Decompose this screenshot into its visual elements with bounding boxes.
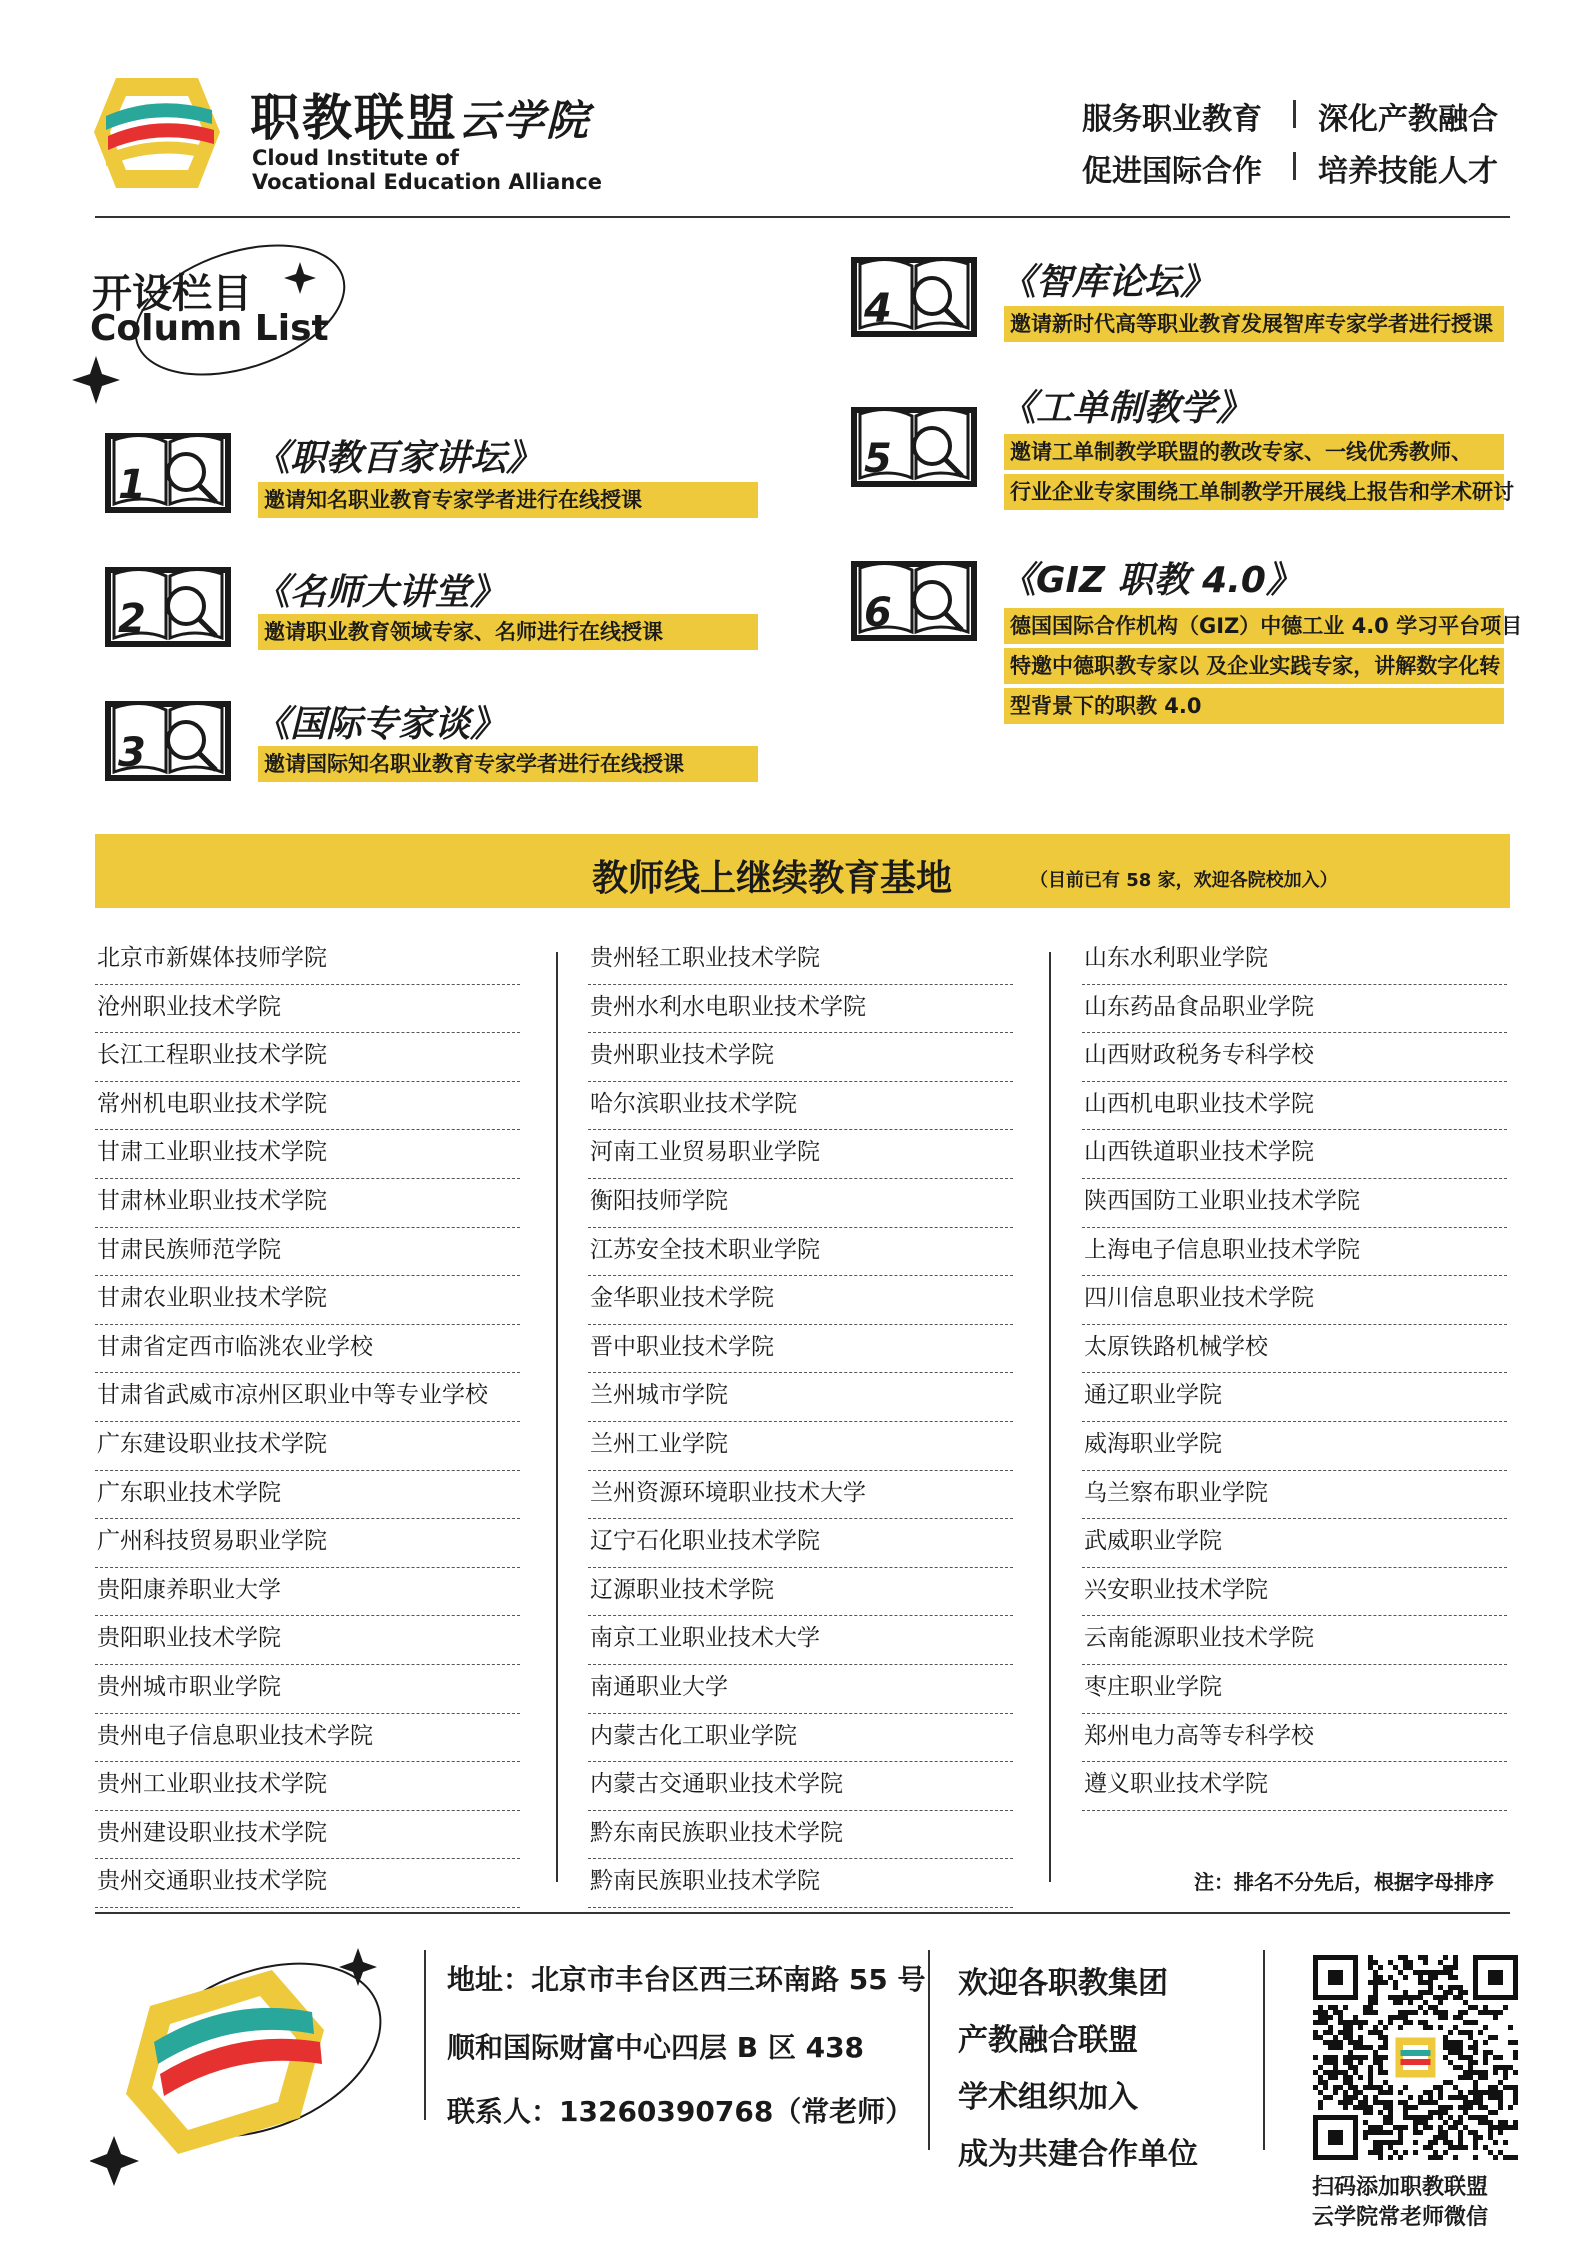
column-desc: 行业企业专家围绕工单制教学开展线上报告和学术研讨 — [1004, 474, 1504, 510]
book-magnifier-icon — [850, 400, 978, 494]
column-name: 《国际专家谈》 — [254, 704, 507, 745]
school-item: 金华职业技术学院 — [588, 1276, 1013, 1325]
school-item: 贵州轻工职业技术学院 — [588, 936, 1013, 985]
school-item: 黔东南民族职业技术学院 — [588, 1811, 1013, 1860]
footer-divider — [95, 1912, 1510, 1914]
school-item: 贵州水利水电职业技术学院 — [588, 985, 1013, 1034]
school-item: 内蒙古交通职业技术学院 — [588, 1762, 1013, 1811]
column-name: 《工单制教学》 — [1000, 388, 1253, 429]
book-magnifier-icon — [104, 426, 232, 520]
column-name: 《智库论坛》 — [1000, 262, 1217, 303]
column-item — [850, 550, 1550, 718]
school-item: 晋中职业技术学院 — [588, 1325, 1013, 1374]
brand-name-cn: 职教联盟云学院 — [250, 89, 591, 147]
school-item: 甘肃民族师范学院 — [95, 1228, 520, 1277]
column-item — [104, 690, 804, 800]
divider — [1293, 100, 1296, 128]
welcome-line: 成为共建合作单位 — [958, 2137, 1198, 2172]
sort-note: 注：排名不分先后，根据字母排序 — [1194, 1870, 1494, 1894]
welcome-line: 欢迎各职教集团 — [958, 1966, 1168, 2001]
school-item: 遵义职业技术学院 — [1082, 1762, 1507, 1811]
school-item: 常州机电职业技术学院 — [95, 1082, 520, 1131]
divider — [424, 1950, 426, 2120]
column-number: 3 — [118, 730, 146, 776]
column-desc: 特邀中德职教专家以 及企业实践专家，讲解数字化转 — [1004, 648, 1504, 684]
school-item: 通辽职业学院 — [1082, 1373, 1507, 1422]
divider — [1293, 152, 1296, 180]
qr-code[interactable] — [1313, 1955, 1518, 2160]
slogan: 服务职业教育 — [1082, 102, 1262, 137]
school-item: 陕西国防工业职业技术学院 — [1082, 1179, 1507, 1228]
header-divider — [95, 216, 1510, 218]
column-divider — [1049, 952, 1051, 1882]
welcome-line: 产教融合联盟 — [958, 2023, 1138, 2058]
school-item: 武威职业学院 — [1082, 1519, 1507, 1568]
school-item: 江苏安全技术职业学院 — [588, 1228, 1013, 1277]
divider — [928, 1950, 930, 2150]
school-item: 甘肃林业职业技术学院 — [95, 1179, 520, 1228]
school-item: 沧州职业技术学院 — [95, 985, 520, 1034]
column-number: 4 — [864, 286, 892, 332]
school-item: 乌兰察布职业学院 — [1082, 1471, 1507, 1520]
school-item: 郑州电力高等专科学校 — [1082, 1714, 1507, 1763]
school-item: 长江工程职业技术学院 — [95, 1033, 520, 1082]
address-line: 顺和国际财富中心四层 B 区 438 — [447, 2031, 865, 2064]
qr-caption: 扫码添加职教联盟 — [1312, 2175, 1489, 2200]
school-item: 甘肃工业职业技术学院 — [95, 1130, 520, 1179]
column-item — [850, 380, 1550, 504]
column-desc: 邀请国际知名职业教育专家学者进行在线授课 — [258, 746, 758, 782]
school-item: 贵州工业职业技术学院 — [95, 1762, 520, 1811]
school-item: 威海职业学院 — [1082, 1422, 1507, 1471]
school-item: 黔南民族职业技术学院 — [588, 1859, 1013, 1908]
school-item: 内蒙古化工职业学院 — [588, 1714, 1013, 1763]
school-item: 北京市新媒体技师学院 — [95, 936, 520, 985]
column-list-title: 开设栏目 — [92, 271, 252, 317]
book-magnifier-icon — [850, 250, 978, 344]
school-item: 山东水利职业学院 — [1082, 936, 1507, 985]
school-item: 衡阳技师学院 — [588, 1179, 1013, 1228]
school-item: 兴安职业技术学院 — [1082, 1568, 1507, 1617]
school-item: 甘肃省武威市凉州区职业中等专业学校 — [95, 1373, 520, 1422]
school-item: 南通职业大学 — [588, 1665, 1013, 1714]
column-name: 《职教百家讲坛》 — [254, 438, 543, 479]
school-item: 兰州城市学院 — [588, 1373, 1013, 1422]
school-item: 广东职业技术学院 — [95, 1471, 520, 1520]
school-item: 贵州电子信息职业技术学院 — [95, 1714, 520, 1763]
column-item — [850, 246, 1550, 356]
contact-line: 联系人：13260390768（常老师） — [447, 2095, 914, 2128]
brand-name-en: Cloud Institute of Vocational Education Alliance — [252, 146, 602, 194]
divider — [1263, 1950, 1265, 2150]
book-magnifier-icon — [850, 554, 978, 648]
welcome-line: 学术组织加入 — [958, 2080, 1138, 2115]
column-name: 《名师大讲堂》 — [254, 572, 507, 613]
school-item: 辽源职业技术学院 — [588, 1568, 1013, 1617]
school-item: 山西机电职业技术学院 — [1082, 1082, 1507, 1131]
column-divider — [556, 952, 558, 1882]
column-desc: 邀请知名职业教育专家学者进行在线授课 — [258, 482, 758, 518]
school-item: 南京工业职业技术大学 — [588, 1616, 1013, 1665]
column-desc: 德国国际合作机构（GIZ）中德工业 4.0 学习平台项目 — [1004, 608, 1504, 644]
column-number: 1 — [118, 462, 146, 508]
school-item: 兰州工业学院 — [588, 1422, 1013, 1471]
school-item: 哈尔滨职业技术学院 — [588, 1082, 1013, 1131]
logo-mark — [86, 74, 226, 194]
school-item: 四川信息职业技术学院 — [1082, 1276, 1507, 1325]
qr-caption: 云学院常老师微信 — [1312, 2205, 1489, 2230]
column-desc: 型背景下的职教 4.0 — [1004, 688, 1504, 724]
base-title: 教师线上继续教育基地 — [592, 858, 953, 899]
column-number: 5 — [864, 436, 892, 482]
slogan: 培养技能人才 — [1318, 154, 1498, 189]
column-name: 《GIZ 职教 4.0》 — [1000, 560, 1302, 601]
school-item: 贵州职业技术学院 — [588, 1033, 1013, 1082]
school-item: 贵州交通职业技术学院 — [95, 1859, 520, 1908]
column-number: 2 — [118, 596, 146, 642]
school-item: 贵阳职业技术学院 — [95, 1616, 520, 1665]
school-item: 山西铁道职业技术学院 — [1082, 1130, 1507, 1179]
address-line: 地址：北京市丰台区西三环南路 55 号 — [447, 1963, 926, 1996]
column-list-title-en: Column List — [90, 308, 329, 349]
school-item: 贵州建设职业技术学院 — [95, 1811, 520, 1860]
column-number: 6 — [864, 590, 892, 636]
school-item: 贵州城市职业学院 — [95, 1665, 520, 1714]
school-list-column — [1082, 936, 1507, 1811]
slogan: 深化产教融合 — [1318, 102, 1498, 137]
school-item: 枣庄职业学院 — [1082, 1665, 1507, 1714]
school-item: 辽宁石化职业技术学院 — [588, 1519, 1013, 1568]
column-desc: 邀请职业教育领域专家、名师进行在线授课 — [258, 614, 758, 650]
slogan: 促进国际合作 — [1082, 154, 1262, 189]
book-magnifier-icon — [104, 694, 232, 788]
school-item: 河南工业贸易职业学院 — [588, 1130, 1013, 1179]
book-magnifier-icon — [104, 560, 232, 654]
school-item: 贵阳康养职业大学 — [95, 1568, 520, 1617]
column-item — [104, 422, 804, 532]
column-desc: 邀请新时代高等职业教育发展智库专家学者进行授课 — [1004, 306, 1504, 342]
school-item: 云南能源职业技术学院 — [1082, 1616, 1507, 1665]
school-item: 甘肃省定西市临洮农业学校 — [95, 1325, 520, 1374]
school-item: 上海电子信息职业技术学院 — [1082, 1228, 1507, 1277]
school-item: 山东药品食品职业学院 — [1082, 985, 1507, 1034]
base-subtitle: （目前已有 58 家，欢迎各院校加入） — [1030, 870, 1338, 891]
school-item: 兰州资源环境职业技术大学 — [588, 1471, 1013, 1520]
school-item: 广州科技贸易职业学院 — [95, 1519, 520, 1568]
footer-logo-mark — [90, 1940, 390, 2190]
column-item — [104, 556, 804, 666]
school-item: 山西财政税务专科学校 — [1082, 1033, 1507, 1082]
school-item: 甘肃农业职业技术学院 — [95, 1276, 520, 1325]
school-list-column — [588, 936, 1013, 1908]
column-desc: 邀请工单制教学联盟的教改专家、一线优秀教师、 — [1004, 434, 1504, 470]
school-item: 太原铁路机械学校 — [1082, 1325, 1507, 1374]
school-item: 广东建设职业技术学院 — [95, 1422, 520, 1471]
school-list-column — [95, 936, 520, 1908]
